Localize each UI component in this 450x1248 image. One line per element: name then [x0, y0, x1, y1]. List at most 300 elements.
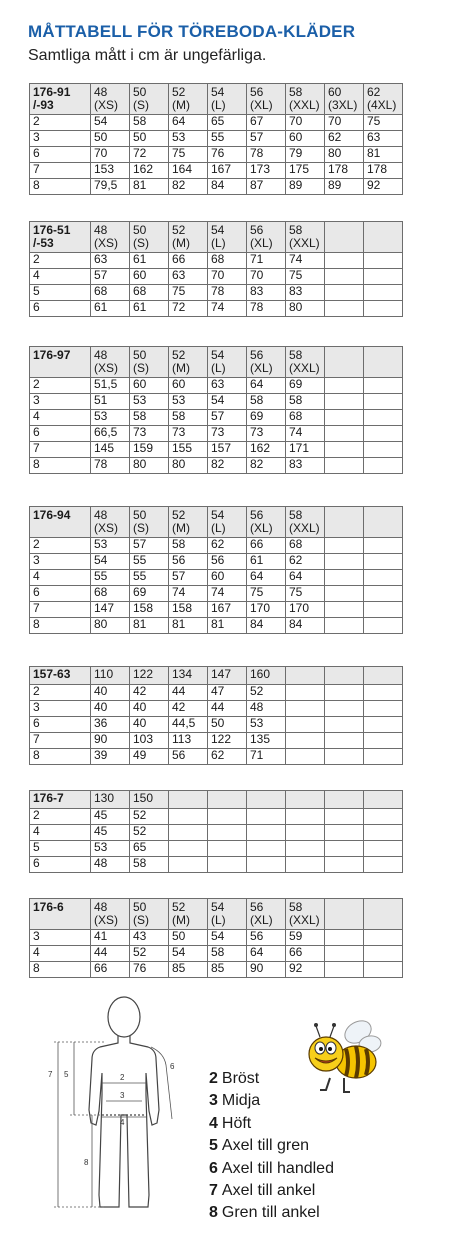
table-row [30, 554, 403, 570]
measurement-code-cell: 2 [30, 378, 91, 394]
value-cell [325, 410, 364, 426]
value-cell: 60 [130, 378, 169, 394]
value-cell: 52 [247, 685, 286, 701]
table-row [30, 410, 403, 426]
table-row [30, 857, 403, 873]
value-cell [364, 378, 403, 394]
table-row [30, 301, 403, 317]
value-cell: 178 [364, 163, 403, 179]
model-number-cell: 176-97 [30, 347, 91, 378]
value-cell [286, 825, 325, 841]
value-cell [364, 825, 403, 841]
value-cell: 63 [169, 269, 208, 285]
value-cell: 170 [247, 602, 286, 618]
value-cell: 113 [169, 733, 208, 749]
measurement-code-cell: 8 [30, 458, 91, 474]
value-cell: 66,5 [91, 426, 130, 442]
value-cell: 85 [169, 962, 208, 978]
value-cell: 53 [91, 538, 130, 554]
value-cell: 81 [130, 618, 169, 634]
size-header-cell: 48 (XS) [91, 222, 130, 253]
value-cell: 74 [208, 586, 247, 602]
measurement-code-cell: 3 [30, 930, 91, 946]
value-cell: 58 [247, 394, 286, 410]
value-cell: 81 [364, 147, 403, 163]
measurement-code-cell: 2 [30, 809, 91, 825]
value-cell [364, 442, 403, 458]
value-cell: 57 [130, 538, 169, 554]
value-cell: 78 [247, 301, 286, 317]
value-cell [364, 301, 403, 317]
value-cell [325, 458, 364, 474]
value-cell: 78 [91, 458, 130, 474]
size-header-cell: 50 (S) [130, 84, 169, 115]
legend-item [209, 1202, 334, 1224]
table-row [30, 179, 403, 195]
size-header-cell: 122 [130, 667, 169, 685]
size-header-cell: 48 (XS) [91, 347, 130, 378]
value-cell: 64 [247, 570, 286, 586]
measurement-code-cell: 4 [30, 825, 91, 841]
table-row [30, 378, 403, 394]
size-header-cell [364, 222, 403, 253]
value-cell [286, 749, 325, 765]
value-cell [325, 717, 364, 733]
value-cell [364, 685, 403, 701]
legend-number: 3 [209, 1092, 218, 1110]
value-cell: 42 [130, 685, 169, 701]
table-header-row [30, 84, 403, 115]
value-cell [325, 962, 364, 978]
value-cell: 70 [208, 269, 247, 285]
value-cell: 63 [364, 131, 403, 147]
value-cell: 53 [169, 131, 208, 147]
table-row [30, 618, 403, 634]
body-measurement-figure [44, 995, 194, 1220]
value-cell [364, 458, 403, 474]
value-cell: 57 [247, 131, 286, 147]
measurement-code-cell: 6 [30, 426, 91, 442]
value-cell: 68 [286, 538, 325, 554]
value-cell [325, 749, 364, 765]
page-title: MÅTTABELL FÖR TÖREBODA-KLÄDER [28, 22, 356, 41]
size-header-cell [325, 222, 364, 253]
size-header-cell: 54 (L) [208, 84, 247, 115]
size-header-cell: 56 (XL) [247, 899, 286, 930]
value-cell: 92 [364, 179, 403, 195]
value-cell: 49 [130, 749, 169, 765]
model-number-cell: 176-7 [30, 791, 91, 809]
legend-label: Axel till ankel [221, 1182, 316, 1200]
value-cell [364, 946, 403, 962]
value-cell: 69 [130, 586, 169, 602]
value-cell: 103 [130, 733, 169, 749]
value-cell [364, 285, 403, 301]
value-cell: 45 [91, 825, 130, 841]
legend-item [209, 1135, 334, 1157]
value-cell [364, 618, 403, 634]
value-cell: 71 [247, 749, 286, 765]
table-row [30, 809, 403, 825]
size-header-cell: 60 (3XL) [325, 84, 364, 115]
value-cell: 69 [247, 410, 286, 426]
value-cell: 74 [169, 586, 208, 602]
size-header-cell: 50 (S) [130, 899, 169, 930]
value-cell: 84 [208, 179, 247, 195]
measurement-legend [209, 1068, 334, 1225]
legend-number: 6 [209, 1159, 218, 1177]
value-cell [247, 825, 286, 841]
marker-3: 3 [120, 1091, 125, 1100]
value-cell: 70 [247, 269, 286, 285]
measurement-code-cell: 5 [30, 285, 91, 301]
value-cell: 58 [130, 857, 169, 873]
model-number-cell: 157-63 [30, 667, 91, 685]
size-header-cell: 62 (4XL) [364, 84, 403, 115]
value-cell: 72 [130, 147, 169, 163]
value-cell: 45 [91, 809, 130, 825]
value-cell: 41 [91, 930, 130, 946]
size-header-cell: 56 (XL) [247, 507, 286, 538]
value-cell [169, 809, 208, 825]
size-header-cell [325, 791, 364, 809]
value-cell: 51 [91, 394, 130, 410]
size-header-cell: 56 (XL) [247, 84, 286, 115]
value-cell [325, 685, 364, 701]
value-cell: 61 [91, 301, 130, 317]
size-header-cell: 130 [91, 791, 130, 809]
table-row [30, 962, 403, 978]
value-cell [364, 733, 403, 749]
value-cell: 178 [325, 163, 364, 179]
measurement-code-cell: 7 [30, 602, 91, 618]
value-cell: 162 [247, 442, 286, 458]
value-cell [364, 394, 403, 410]
table-row [30, 253, 403, 269]
value-cell [325, 570, 364, 586]
marker-5: 5 [64, 1070, 69, 1079]
model-number-cell: 176-94 [30, 507, 91, 538]
value-cell: 70 [286, 115, 325, 131]
value-cell [364, 410, 403, 426]
legend-number: 2 [209, 1070, 218, 1087]
value-cell [286, 857, 325, 873]
measurement-code-cell: 4 [30, 570, 91, 586]
legend-label: Bröst [221, 1070, 260, 1087]
value-cell [364, 809, 403, 825]
value-cell: 159 [130, 442, 169, 458]
value-cell: 68 [91, 586, 130, 602]
table-row [30, 749, 403, 765]
measurement-code-cell: 3 [30, 131, 91, 147]
size-header-cell [364, 347, 403, 378]
value-cell: 83 [286, 458, 325, 474]
legend-label: Höft [221, 1114, 252, 1132]
value-cell: 74 [208, 301, 247, 317]
table-row [30, 147, 403, 163]
value-cell: 75 [286, 269, 325, 285]
value-cell: 40 [91, 701, 130, 717]
measurement-code-cell: 8 [30, 749, 91, 765]
value-cell: 48 [91, 857, 130, 873]
legend-label: Gren till ankel [221, 1204, 320, 1222]
value-cell: 54 [208, 394, 247, 410]
value-cell: 83 [286, 285, 325, 301]
measurement-code-cell: 4 [30, 946, 91, 962]
marker-8: 8 [84, 1158, 89, 1167]
value-cell [247, 809, 286, 825]
value-cell: 58 [286, 394, 325, 410]
size-header-cell: 48 (XS) [91, 899, 130, 930]
size-header-cell [325, 347, 364, 378]
value-cell [325, 269, 364, 285]
value-cell: 44 [169, 685, 208, 701]
measurement-code-cell: 7 [30, 442, 91, 458]
measurement-code-cell: 6 [30, 586, 91, 602]
size-header-cell [325, 667, 364, 685]
value-cell [325, 733, 364, 749]
size-header-cell: 110 [91, 667, 130, 685]
size-table [29, 666, 403, 765]
table-row [30, 163, 403, 179]
size-header-cell: 52 (M) [169, 899, 208, 930]
value-cell: 48 [247, 701, 286, 717]
value-cell: 61 [130, 301, 169, 317]
value-cell: 61 [247, 554, 286, 570]
value-cell: 63 [91, 253, 130, 269]
value-cell [364, 554, 403, 570]
value-cell: 162 [130, 163, 169, 179]
value-cell: 61 [130, 253, 169, 269]
value-cell: 147 [91, 602, 130, 618]
value-cell: 80 [130, 458, 169, 474]
value-cell: 57 [91, 269, 130, 285]
measurement-code-cell: 6 [30, 717, 91, 733]
measurement-code-cell: 7 [30, 733, 91, 749]
value-cell: 82 [208, 458, 247, 474]
value-cell [208, 841, 247, 857]
value-cell: 44 [91, 946, 130, 962]
value-cell: 92 [286, 962, 325, 978]
value-cell: 76 [130, 962, 169, 978]
value-cell: 75 [169, 285, 208, 301]
table-row [30, 458, 403, 474]
size-header-cell [286, 667, 325, 685]
value-cell [169, 825, 208, 841]
value-cell [364, 857, 403, 873]
value-cell [325, 426, 364, 442]
value-cell: 167 [208, 163, 247, 179]
measurement-code-cell: 3 [30, 701, 91, 717]
model-number-cell: 176-51 /-53 [30, 222, 91, 253]
size-header-cell: 150 [130, 791, 169, 809]
legend-label: Axel till handled [221, 1159, 334, 1177]
value-cell: 40 [130, 717, 169, 733]
value-cell [286, 841, 325, 857]
value-cell: 81 [208, 618, 247, 634]
legend-label: Axel till gren [221, 1137, 310, 1155]
value-cell: 69 [286, 378, 325, 394]
table-row [30, 733, 403, 749]
table-row [30, 442, 403, 458]
value-cell: 60 [208, 570, 247, 586]
measurement-code-cell: 5 [30, 841, 91, 857]
value-cell: 75 [169, 147, 208, 163]
table-row [30, 586, 403, 602]
value-cell: 55 [130, 570, 169, 586]
value-cell [325, 618, 364, 634]
table-row [30, 717, 403, 733]
value-cell: 89 [286, 179, 325, 195]
legend-item [209, 1180, 334, 1202]
value-cell: 53 [91, 841, 130, 857]
value-cell: 55 [208, 131, 247, 147]
value-cell [208, 809, 247, 825]
size-header-cell: 52 (M) [169, 347, 208, 378]
value-cell: 79,5 [91, 179, 130, 195]
measurement-code-cell: 4 [30, 410, 91, 426]
table-row [30, 426, 403, 442]
legend-item [209, 1158, 334, 1180]
size-header-cell [247, 791, 286, 809]
table-row [30, 394, 403, 410]
legend-item [209, 1113, 334, 1135]
value-cell [325, 930, 364, 946]
value-cell: 85 [208, 962, 247, 978]
value-cell: 70 [91, 147, 130, 163]
size-header-cell: 160 [247, 667, 286, 685]
table-header-row [30, 222, 403, 253]
measurement-code-cell: 8 [30, 962, 91, 978]
value-cell: 64 [169, 115, 208, 131]
value-cell [364, 749, 403, 765]
table-row [30, 115, 403, 131]
value-cell [364, 962, 403, 978]
value-cell: 135 [247, 733, 286, 749]
size-header-cell [169, 791, 208, 809]
size-header-cell: 52 (M) [169, 84, 208, 115]
value-cell: 47 [208, 685, 247, 701]
marker-4: 4 [120, 1118, 125, 1127]
value-cell: 50 [130, 131, 169, 147]
measurement-code-cell: 8 [30, 179, 91, 195]
value-cell [325, 394, 364, 410]
size-header-cell: 134 [169, 667, 208, 685]
value-cell [325, 442, 364, 458]
size-header-cell [364, 667, 403, 685]
page-subtitle: Samtliga mått i cm är ungefärliga. [28, 47, 267, 64]
value-cell: 157 [208, 442, 247, 458]
value-cell: 66 [91, 962, 130, 978]
table-header-row [30, 667, 403, 685]
value-cell: 60 [286, 131, 325, 147]
value-cell: 36 [91, 717, 130, 733]
value-cell: 55 [130, 554, 169, 570]
size-header-cell: 56 (XL) [247, 347, 286, 378]
size-header-cell: 50 (S) [130, 347, 169, 378]
value-cell: 74 [286, 253, 325, 269]
table-row [30, 131, 403, 147]
measurement-code-cell: 2 [30, 538, 91, 554]
measurement-code-cell: 2 [30, 115, 91, 131]
value-cell: 83 [247, 285, 286, 301]
value-cell: 44 [208, 701, 247, 717]
size-table [29, 898, 403, 978]
value-cell [364, 602, 403, 618]
size-table [29, 221, 403, 317]
value-cell: 58 [169, 538, 208, 554]
table-header-row [30, 899, 403, 930]
marker-2: 2 [120, 1073, 125, 1082]
value-cell: 63 [208, 378, 247, 394]
value-cell: 164 [169, 163, 208, 179]
legend-number: 4 [209, 1114, 218, 1132]
value-cell: 58 [208, 946, 247, 962]
value-cell: 53 [247, 717, 286, 733]
size-header-cell [364, 507, 403, 538]
value-cell: 53 [130, 394, 169, 410]
legend-label: Midja [221, 1092, 261, 1110]
value-cell [169, 841, 208, 857]
size-header-cell [286, 791, 325, 809]
figure-head [108, 997, 140, 1037]
value-cell: 66 [169, 253, 208, 269]
value-cell: 56 [169, 749, 208, 765]
size-header-cell: 54 (L) [208, 347, 247, 378]
value-cell: 73 [130, 426, 169, 442]
size-header-cell: 50 (S) [130, 507, 169, 538]
value-cell: 64 [286, 570, 325, 586]
value-cell [169, 857, 208, 873]
size-header-cell: 147 [208, 667, 247, 685]
value-cell: 145 [91, 442, 130, 458]
measurement-code-cell: 3 [30, 554, 91, 570]
value-cell: 58 [130, 115, 169, 131]
value-cell: 54 [208, 930, 247, 946]
value-cell: 84 [286, 618, 325, 634]
value-cell: 158 [130, 602, 169, 618]
measurement-code-cell: 3 [30, 394, 91, 410]
value-cell [325, 301, 364, 317]
value-cell: 66 [286, 946, 325, 962]
measurement-code-cell: 4 [30, 269, 91, 285]
size-header-cell: 58 (XXL) [286, 507, 325, 538]
value-cell: 52 [130, 809, 169, 825]
table-row [30, 825, 403, 841]
table-row [30, 930, 403, 946]
value-cell: 72 [169, 301, 208, 317]
value-cell: 52 [130, 946, 169, 962]
value-cell: 54 [91, 554, 130, 570]
size-table [29, 83, 403, 195]
value-cell: 57 [169, 570, 208, 586]
value-cell: 173 [247, 163, 286, 179]
legend-number: 8 [209, 1204, 218, 1222]
size-header-cell: 54 (L) [208, 222, 247, 253]
value-cell [325, 586, 364, 602]
value-cell: 62 [208, 749, 247, 765]
value-cell: 80 [286, 301, 325, 317]
size-table [29, 346, 403, 474]
value-cell [286, 809, 325, 825]
value-cell: 50 [169, 930, 208, 946]
value-cell: 54 [169, 946, 208, 962]
value-cell: 82 [247, 458, 286, 474]
table-header-row [30, 507, 403, 538]
value-cell: 78 [208, 285, 247, 301]
size-header-cell: 48 (XS) [91, 84, 130, 115]
size-header-cell: 58 (XXL) [286, 84, 325, 115]
